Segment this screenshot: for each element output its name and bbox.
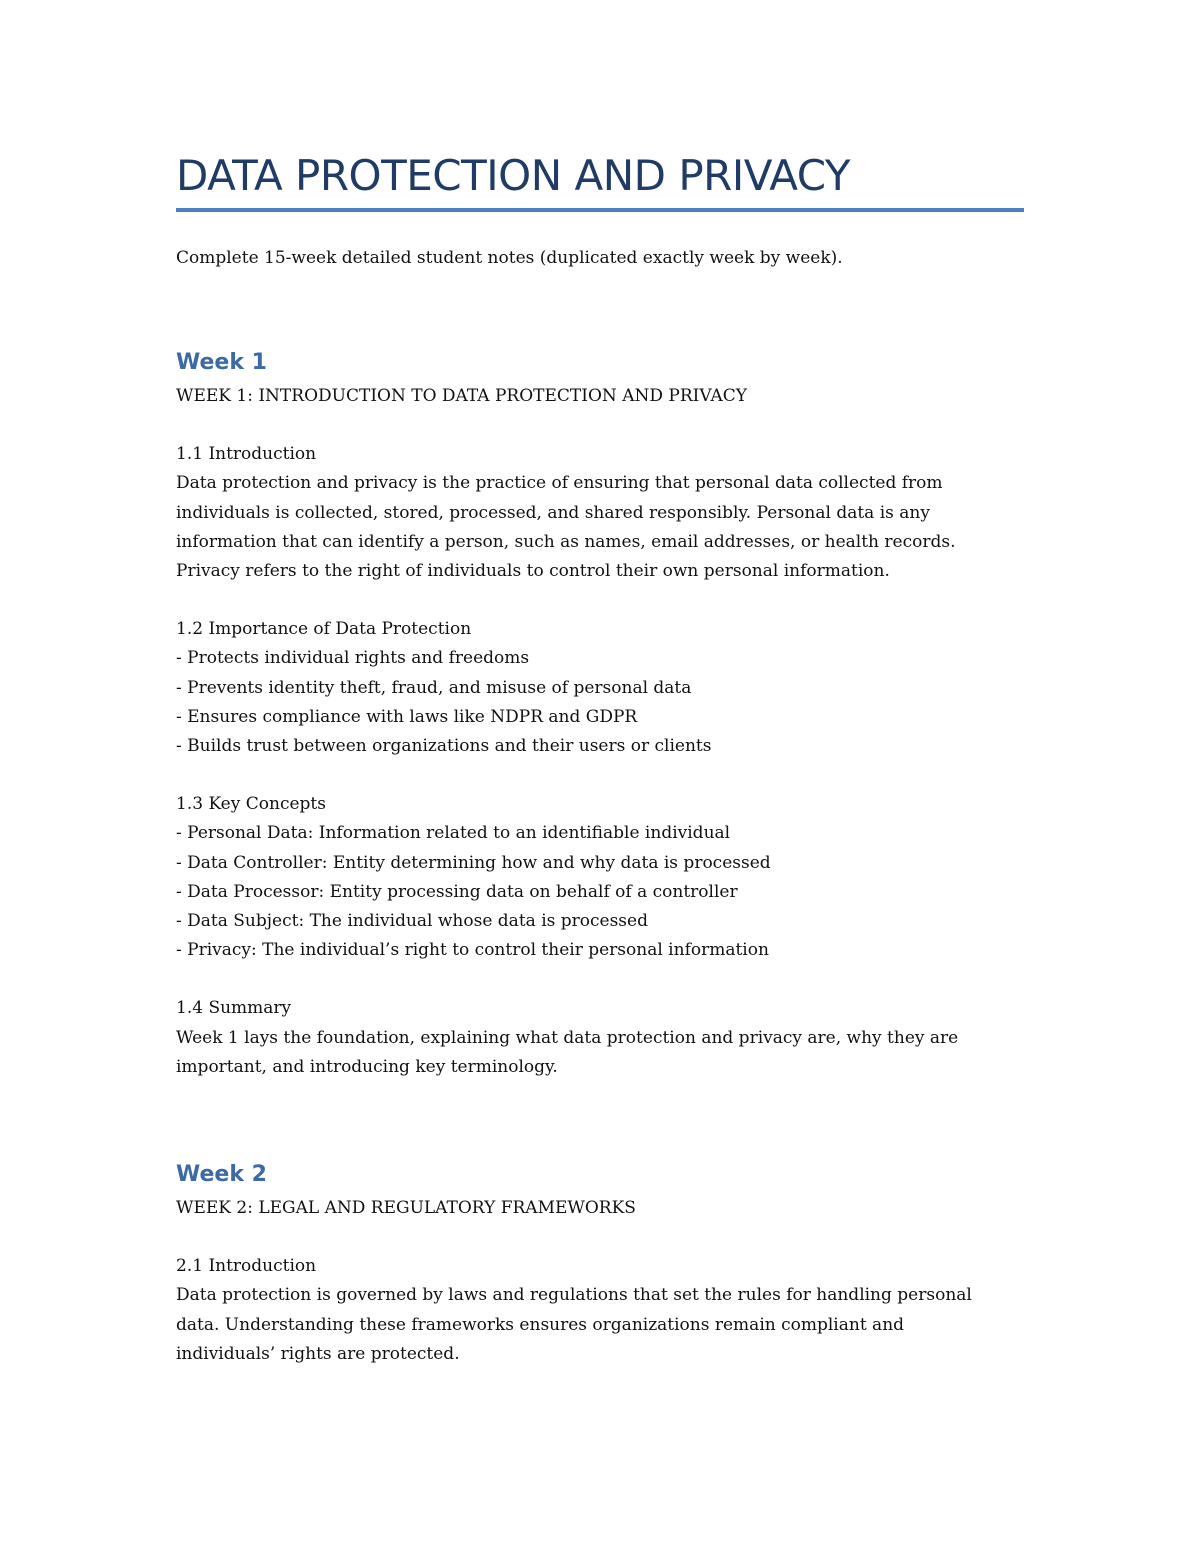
paragraph-line: Privacy refers to the right of individuals to control their own personal information. <box>176 561 890 582</box>
section-2-1-title: 2.1 Introduction <box>176 1256 317 1277</box>
section-2-1-body <box>176 1281 1026 1369</box>
week-1-heading: Week 1 <box>176 350 267 375</box>
list-item: - Data Controller: Entity determining how and why data is processed <box>176 852 771 873</box>
section-1-1-title: 1.1 Introduction <box>176 444 317 465</box>
paragraph-line: information that can identify a person, such as names, email addresses, or health records. <box>176 531 956 552</box>
document-title: DATA PROTECTION AND PRIVACY <box>176 151 851 200</box>
paragraph-line: important, and introducing key terminology. <box>176 1056 558 1077</box>
paragraph-line: Week 1 lays the foundation, explaining what data protection and privacy are, why they are <box>176 1027 959 1048</box>
key-concepts-list <box>176 819 1026 965</box>
week-2-caption: WEEK 2: LEGAL AND REGULATORY FRAMEWORKS <box>176 1198 636 1218</box>
document-subtitle: Complete 15-week detailed student notes (duplicated exactly week by week). <box>176 248 843 268</box>
list-item: - Data Subject: The individual whose data is processed <box>176 911 648 932</box>
list-item: - Protects individual rights and freedoms <box>176 648 530 669</box>
list-item: - Prevents identity theft, fraud, and misuse of personal data <box>176 677 692 698</box>
section-1-2-title: 1.2 Importance of Data Protection <box>176 619 472 640</box>
paragraph-line: data. Understanding these frameworks ensures organizations remain compliant and <box>176 1314 905 1335</box>
list-item: - Privacy: The individual’s right to control their personal information <box>176 940 769 961</box>
paragraph-line: individuals is collected, stored, processed, and shared responsibly. Personal data is any <box>176 502 930 523</box>
paragraph-line: Data protection is governed by laws and regulations that set the rules for handling personal <box>176 1285 972 1306</box>
list-item: - Builds trust between organizations and their users or clients <box>176 736 712 757</box>
section-1-4-title: 1.4 Summary <box>176 998 292 1019</box>
week-1-section <box>176 348 1026 1082</box>
week-1-caption: WEEK 1: INTRODUCTION TO DATA PROTECTION AND PRIVACY <box>176 386 747 406</box>
section-1-1-body <box>176 469 1026 586</box>
paragraph-line: individuals’ rights are protected. <box>176 1343 460 1364</box>
paragraph-line: Data protection and privacy is the practice of ensuring that personal data collected from <box>176 473 943 494</box>
list-item: - Data Processor: Entity processing data on behalf of a controller <box>176 881 738 902</box>
week-2-heading: Week 2 <box>176 1162 267 1187</box>
section-1-4-body <box>176 1024 1026 1082</box>
importance-list <box>176 644 1026 761</box>
title-underline <box>176 208 1024 212</box>
week-2-section <box>176 1160 1026 1369</box>
section-1-3-title: 1.3 Key Concepts <box>176 794 326 815</box>
list-item: - Ensures compliance with laws like NDPR and GDPR <box>176 706 638 727</box>
list-item: - Personal Data: Information related to an identifiable individual <box>176 823 731 844</box>
